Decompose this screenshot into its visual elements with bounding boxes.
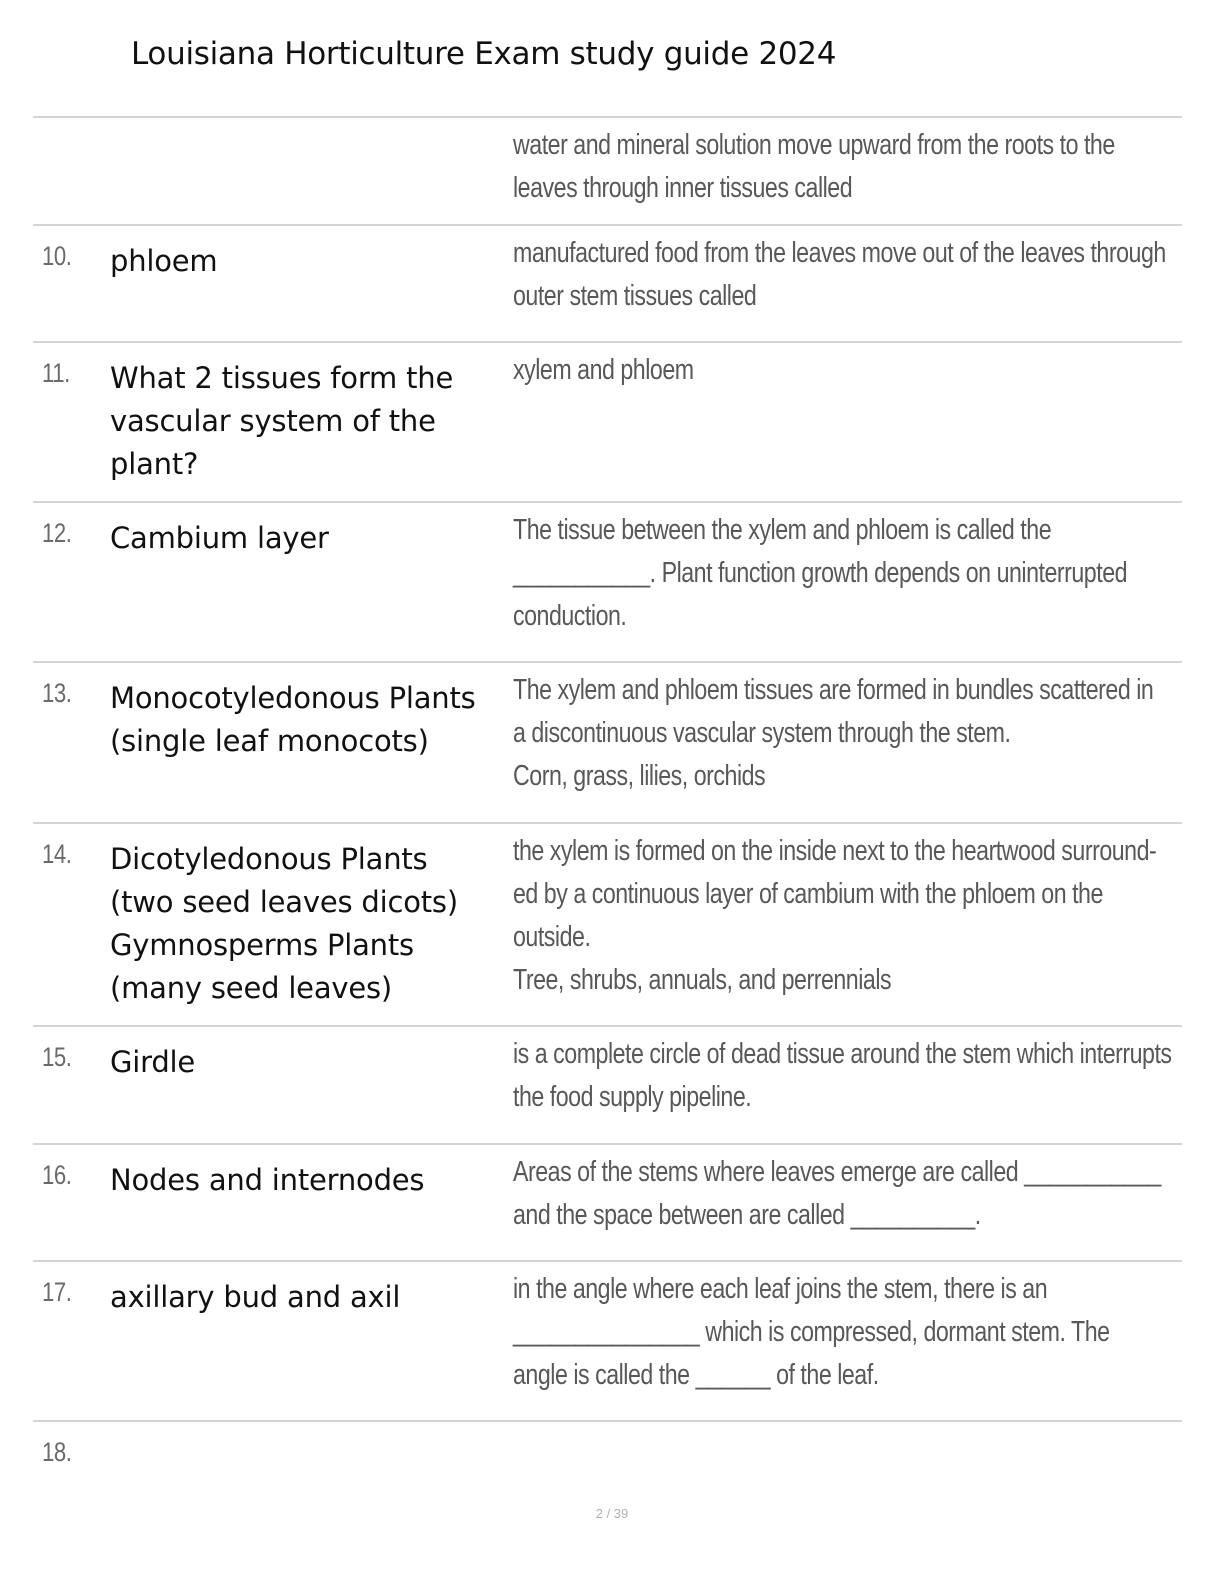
card-term: Dicotyledonous Plants (two seed leaves dicots) Gymnosperms Plants (many seed leaves): [110, 842, 458, 1005]
page-number: 2 / 39: [595, 1506, 629, 1521]
card-number: 11.: [42, 358, 70, 388]
card-definition: in the angle where each leaf joins the stem, there is an _______________ which is compressed, dormant stem. The angle is called the ______ of the leaf.: [513, 1273, 1110, 1391]
card-definition: the xylem is formed on the inside next to the heartwood surround- ed by a continuous layer of cambium with the phloem on the outside. Tree, shrubs, annuals, and perrennials: [513, 835, 1157, 996]
card-row: [33, 1420, 1182, 1490]
card-row: [33, 341, 1182, 501]
card-term: Nodes and internodes: [110, 1163, 425, 1197]
card-number: 16.: [42, 1160, 72, 1190]
card-definition: Areas of the stems where leaves emerge are called ___________ and the space between are called __________.: [513, 1156, 1161, 1231]
card-row: [33, 1260, 1182, 1420]
card-definition: water and mineral solution move upward from the roots to the leaves through inner tissues called: [513, 129, 1115, 204]
card-definition: manufactured food from the leaves move out of the leaves through outer stem tissues called: [513, 237, 1166, 312]
page-title: Louisiana Horticulture Exam study guide 2024: [131, 36, 837, 72]
card-number: 10.: [42, 241, 72, 271]
card-definition: The xylem and phloem tissues are formed in bundles scattered in a discontinuous vascular system through the stem. Corn, grass, lilies, orchids: [513, 674, 1154, 792]
card-row: [33, 224, 1182, 341]
card-definition: is a complete circle of dead tissue around the stem which interrupts the food supply pipeline.: [513, 1038, 1172, 1113]
card-term: phloem: [110, 244, 218, 278]
card-number: 18.: [42, 1437, 72, 1467]
card-term: What 2 tissues form the vascular system of the plant?: [110, 361, 454, 481]
card-definition: xylem and phloem: [513, 354, 694, 386]
card-row: [33, 822, 1182, 1025]
flashcard-list: [33, 116, 1182, 1490]
card-number: 14.: [42, 839, 72, 869]
card-row: [33, 1025, 1182, 1143]
card-term: Cambium layer: [110, 521, 329, 555]
card-term: Monocotyledonous Plants (single leaf monocots): [110, 681, 476, 758]
card-row: [33, 116, 1182, 224]
card-row: [33, 1143, 1182, 1260]
card-number: 12.: [42, 518, 72, 548]
card-term: axillary bud and axil: [110, 1280, 401, 1314]
card-row: [33, 661, 1182, 822]
card-definition: The tissue between the xylem and phloem is called the ___________. Plant function growth depends on uninterrupted conduction.: [513, 514, 1128, 632]
card-row: [33, 501, 1182, 661]
card-number: 15.: [42, 1042, 72, 1072]
card-term: Girdle: [110, 1045, 196, 1079]
card-number: 17.: [42, 1277, 72, 1307]
card-number: 13.: [42, 678, 72, 708]
